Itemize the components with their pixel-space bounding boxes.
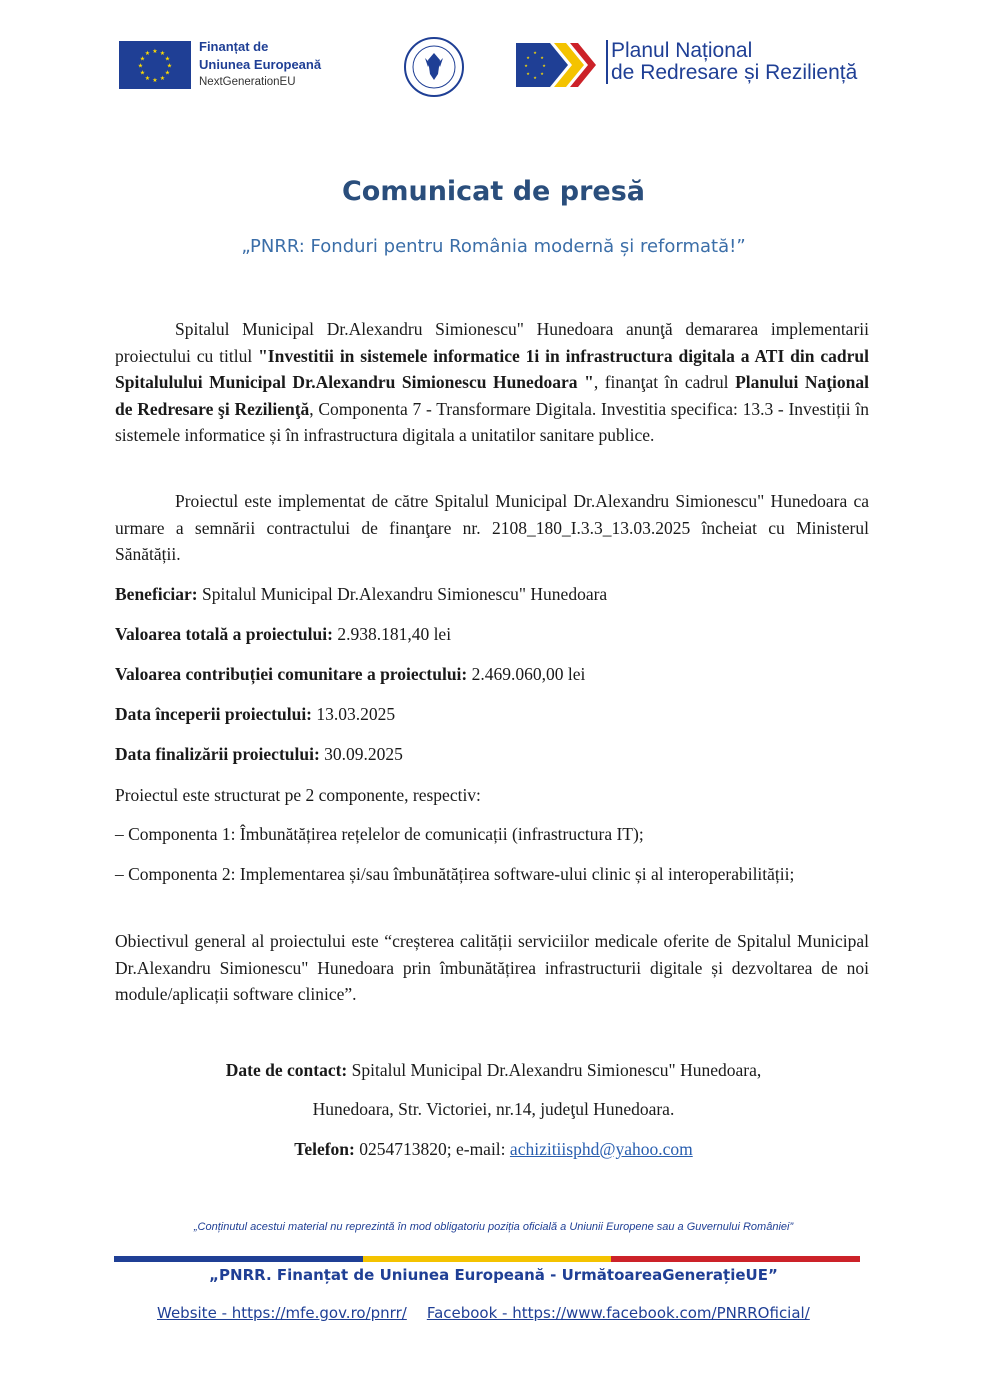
- eu-contribution-label: Valoarea contribuției comunitare a proiectului:: [115, 664, 468, 684]
- tricolor-blue: [114, 1256, 363, 1262]
- phone-value: 0254713820; e-mail:: [354, 1139, 510, 1159]
- beneficiar-line: [115, 581, 869, 608]
- svg-text:★: ★: [524, 63, 528, 68]
- eu-text-line3: NextGenerationEU: [199, 76, 296, 88]
- tricolor-yellow: [363, 1256, 612, 1262]
- contact-line-1: [0, 1060, 987, 1081]
- start-date-line: [115, 701, 869, 728]
- pnrr-line1: Planul Național: [611, 39, 753, 62]
- svg-text:★: ★: [533, 50, 537, 55]
- program-name: Planului Naţional de Redresare şi Rezilienţă: [115, 372, 869, 419]
- svg-text:★: ★: [152, 48, 158, 55]
- svg-text:★: ★: [166, 62, 173, 70]
- eu-text-line1: Finanțat de: [199, 39, 269, 54]
- intro-text-3: , Componenta 7 - Transformare Digitala. Investitia specifica: 13.3 - Investiții în sistemele informatice și în infrastructura digitala a unitatilor sanitare publice.: [115, 398, 869, 445]
- end-date-line: [115, 741, 869, 768]
- svg-text:★: ★: [159, 50, 166, 57]
- svg-text:★: ★: [139, 55, 146, 63]
- contact-line-3: [0, 1139, 987, 1160]
- svg-text:★: ★: [139, 69, 146, 77]
- government-seal-icon: [403, 36, 465, 98]
- page-title: Comunicat de presă: [341, 176, 645, 207]
- svg-text:★: ★: [540, 55, 544, 60]
- svg-text:★: ★: [164, 69, 171, 77]
- intro-text-1: Spitalul Municipal Dr.Alexandru Simionescu" Hunedoara anunţă demararea implementarii proiectului cu titlul: [115, 319, 869, 366]
- total-value-label: Valoarea totală a proiectului:: [115, 624, 333, 644]
- total-value: 2.938.181,40 lei: [332, 624, 452, 644]
- eu-contribution-line: [115, 661, 869, 688]
- pnrr-line2: de Redresare și Reziliență: [611, 61, 858, 84]
- component-2: – Componenta 2: Implementarea și/sau îmbunătățirea software-ului clinic și al interoperabilității;: [115, 864, 795, 884]
- beneficiar-label: Beneficiar:: [115, 584, 198, 604]
- beneficiar-value: Spitalul Municipal Dr.Alexandru Simionescu" Hunedoara: [197, 584, 608, 604]
- tricolor-bar: [114, 1256, 860, 1262]
- svg-text:★: ★: [159, 75, 166, 82]
- svg-text:★: ★: [526, 71, 530, 76]
- intro-paragraph: [115, 316, 869, 449]
- phone-label: Telefon:: [294, 1139, 355, 1159]
- footer-links: [157, 1304, 810, 1322]
- contract-text: Proiectul este implementat de către Spitalul Municipal Dr.Alexandru Simionescu" Hunedoara ca urmare a semnării contractului de finanţare nr. 2108_180_I.3.3_13.03.2025 încheiat cu Ministerul Sănătății.: [115, 491, 869, 564]
- end-date-label: Data finalizării proiectului:: [115, 744, 320, 764]
- total-value-line: [115, 621, 869, 648]
- svg-text:★: ★: [144, 75, 151, 82]
- end-date-value: 30.09.2025: [319, 744, 403, 764]
- svg-text:★: ★: [533, 75, 537, 80]
- objective-paragraph: Obiectivul general al proiectului este “creșterea calității serviciilor medicale oferite de Spitalul Municipal Dr.Alexandru Simionescu" Hunedoara prin îmbunătățirea infrastructurii digitale și dezvoltarea de noi module/aplicații software clinice”.: [115, 931, 869, 1004]
- disclaimer: „Conținutul acestui material nu reprezintă în mod obligatoriu poziția oficială a Uniunii Europene sau a Guvernului României”: [193, 1221, 794, 1233]
- component-1: – Componenta 1: Îmbunătățirea rețelelor de comunicații (infrastructura IT);: [115, 824, 644, 844]
- start-date-label: Data începerii proiectului:: [115, 704, 313, 724]
- eu-funding-label: [199, 38, 321, 90]
- facebook-link[interactable]: Facebook - https://www.facebook.com/PNRROficial/: [426, 1304, 810, 1322]
- start-date-value: 13.03.2025: [312, 704, 396, 724]
- svg-text:★: ★: [526, 55, 530, 60]
- structure-text: Proiectul este structurat pe 2 componente, respectiv:: [115, 785, 481, 805]
- svg-text:★: ★: [542, 63, 546, 68]
- header-logos: [0, 36, 987, 96]
- tricolor-red: [611, 1256, 860, 1262]
- svg-text:★: ★: [164, 55, 171, 63]
- svg-text:★: ★: [137, 62, 144, 70]
- page-subtitle: „PNRR: Fonduri pentru România modernă și reformată!”: [241, 236, 746, 257]
- intro-text-2: , finanţat în cadrul: [593, 372, 736, 392]
- footer-slogan: „PNRR. Finanțat de Uniunea Europeană - UrmătoareaGenerațieUE”: [209, 1266, 778, 1284]
- svg-text:★: ★: [152, 77, 158, 84]
- svg-text:★: ★: [144, 50, 151, 57]
- project-title: "Investitii in sistemele informatice 1i in infrastructura digitala a ATI din cadrul Spitalulului Municipal Dr.Alexandru Simionescu Hunedoara ": [115, 345, 870, 392]
- eu-contribution-value: 2.469.060,00 lei: [467, 664, 586, 684]
- contact-name: Spitalul Municipal Dr.Alexandru Simionescu" Hunedoara,: [347, 1060, 762, 1080]
- svg-text:★: ★: [540, 71, 544, 76]
- email-link[interactable]: achizitiisphd@yahoo.com: [509, 1139, 693, 1159]
- eu-flag-icon: [119, 41, 191, 89]
- contract-paragraph: [115, 488, 869, 568]
- contact-label: Date de contact:: [225, 1060, 348, 1080]
- contact-address: Hunedoara, Str. Victoriei, nr.14, judeţul Hunedoara.: [312, 1099, 675, 1119]
- website-link[interactable]: Website - https://mfe.gov.ro/pnrr/: [157, 1304, 407, 1322]
- pnrr-title: [606, 40, 857, 84]
- eu-text-line2: Uniunea Europeană: [199, 57, 322, 72]
- pnrr-logo-icon: [516, 41, 602, 89]
